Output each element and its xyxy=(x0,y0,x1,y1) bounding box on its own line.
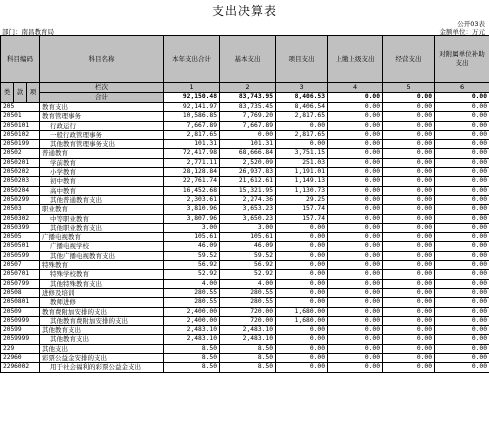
unit-label: 金额单位：万元 xyxy=(439,28,485,36)
table-row xyxy=(1,186,489,195)
row-name: 小学教育 xyxy=(40,168,164,177)
row-name: 其他支出 xyxy=(40,344,164,353)
table-row xyxy=(1,307,489,316)
row-value: 0.00 xyxy=(435,223,489,232)
row-code: 2050299 xyxy=(1,195,40,204)
row-value: 0.00 xyxy=(383,270,435,279)
row-value: 15,321.95 xyxy=(220,186,276,195)
row-code: 20503 xyxy=(1,205,40,214)
row-value: 3,751.15 xyxy=(276,149,328,158)
header-kuan: 款 xyxy=(14,83,27,103)
row-value: 0.00 xyxy=(383,223,435,232)
row-code: 205 xyxy=(1,103,40,112)
row-value: 0.00 xyxy=(435,298,489,307)
row-value: 16,452.68 xyxy=(164,186,220,195)
row-value: 0.00 xyxy=(435,316,489,325)
table-row xyxy=(1,103,489,112)
row-code: 2050302 xyxy=(1,214,40,223)
row-name: 进修及培训 xyxy=(40,288,164,297)
table-row xyxy=(1,130,489,139)
row-value: 0.00 xyxy=(328,186,383,195)
col-number-4: 4 xyxy=(328,83,383,93)
row-value: 0.00 xyxy=(383,103,435,112)
header-name: 科目名称 xyxy=(40,36,164,83)
row-code: 229 xyxy=(1,344,40,353)
row-value: 0.00 xyxy=(435,149,489,158)
row-name: 其他广播电视教育支出 xyxy=(40,251,164,260)
row-value: 0.00 xyxy=(328,112,383,121)
row-value: 0.00 xyxy=(435,103,489,112)
header-operating: 经营支出 xyxy=(383,36,435,83)
row-name: 行政运行 xyxy=(40,121,164,130)
row-value: 0.00 xyxy=(276,242,328,251)
table-row xyxy=(1,261,489,270)
row-value: 1,680.00 xyxy=(276,307,328,316)
table-body xyxy=(1,103,489,373)
row-value: 0.00 xyxy=(435,242,489,251)
row-value: 0.00 xyxy=(383,298,435,307)
row-value: 8.50 xyxy=(164,363,220,372)
row-value: 22,761.74 xyxy=(164,177,220,186)
table-row xyxy=(1,168,489,177)
row-name: 教育管理事务 xyxy=(40,112,164,121)
row-value: 46.09 xyxy=(164,242,220,251)
row-value: 0.00 xyxy=(383,288,435,297)
row-value: 72,417.98 xyxy=(164,149,220,158)
row-value: 0.00 xyxy=(383,168,435,177)
row-value: 2,771.11 xyxy=(164,158,220,167)
row-code: 2050204 xyxy=(1,186,40,195)
row-value: 0.00 xyxy=(276,279,328,288)
row-value: 0.00 xyxy=(328,363,383,372)
row-value: 0.00 xyxy=(383,307,435,316)
header-total: 本年支出合计 xyxy=(164,36,220,83)
table-row xyxy=(1,344,489,353)
row-value: 2,817.65 xyxy=(276,112,328,121)
row-value: 0.00 xyxy=(328,168,383,177)
row-value: 2,483.10 xyxy=(164,326,220,335)
row-code: 2050101 xyxy=(1,121,40,130)
row-name: 其他普通教育支出 xyxy=(40,195,164,204)
total-cell: 92,150.48 xyxy=(164,93,220,103)
row-name: 用于社会福利的彩票公益金支出 xyxy=(40,363,164,372)
table-row xyxy=(1,363,489,372)
table-row xyxy=(1,279,489,288)
row-value: 0.00 xyxy=(276,326,328,335)
row-value: 0.00 xyxy=(435,168,489,177)
table-row xyxy=(1,195,489,204)
row-value: 0.00 xyxy=(383,130,435,139)
row-value: 56.92 xyxy=(164,261,220,270)
table-row xyxy=(1,233,489,242)
row-name: 彩票公益金安排的支出 xyxy=(40,354,164,363)
row-value: 2,817.65 xyxy=(276,130,328,139)
row-value: 0.00 xyxy=(383,112,435,121)
row-value: 0.00 xyxy=(328,242,383,251)
table-row xyxy=(1,288,489,297)
row-value: 8.50 xyxy=(164,354,220,363)
row-code: 2050201 xyxy=(1,158,40,167)
row-value: 0.00 xyxy=(435,344,489,353)
row-value: 2,483.10 xyxy=(220,335,276,344)
row-value: 0.00 xyxy=(383,344,435,353)
row-value: 52.92 xyxy=(164,270,220,279)
row-value: 10,586.85 xyxy=(164,112,220,121)
row-value: 83,735.45 xyxy=(220,103,276,112)
row-name: 其他教育支出 xyxy=(40,335,164,344)
row-value: 0.00 xyxy=(328,316,383,325)
row-value: 0.00 xyxy=(328,177,383,186)
row-value: 0.00 xyxy=(276,270,328,279)
row-value: 0.00 xyxy=(328,307,383,316)
row-value: 0.00 xyxy=(435,186,489,195)
row-value: 157.74 xyxy=(276,214,328,223)
row-name: 教育费附加安排的支出 xyxy=(40,307,164,316)
row-value: 105.61 xyxy=(164,233,220,242)
row-value: 3,653.23 xyxy=(220,205,276,214)
row-value: 0.00 xyxy=(276,261,328,270)
row-code: 2296002 xyxy=(1,363,40,372)
row-value: 0.00 xyxy=(276,251,328,260)
row-value: 59.52 xyxy=(220,251,276,260)
row-value: 59.52 xyxy=(164,251,220,260)
row-value: 8,406.54 xyxy=(276,103,328,112)
row-value: 0.00 xyxy=(328,158,383,167)
row-code: 2050801 xyxy=(1,298,40,307)
row-value: 0.00 xyxy=(328,205,383,214)
row-value: 0.00 xyxy=(276,140,328,149)
row-value: 2,817.65 xyxy=(164,130,220,139)
header-upper: 上缴上级支出 xyxy=(328,36,383,83)
row-value: 101.31 xyxy=(164,140,220,149)
table-row xyxy=(1,316,489,325)
row-value: 0.00 xyxy=(383,121,435,130)
row-value: 0.00 xyxy=(435,326,489,335)
row-code: 2050202 xyxy=(1,168,40,177)
row-value: 2,483.10 xyxy=(164,335,220,344)
row-value: 68,666.84 xyxy=(220,149,276,158)
row-code: 20505 xyxy=(1,233,40,242)
row-value: 1,149.13 xyxy=(276,177,328,186)
row-value: 0.00 xyxy=(435,205,489,214)
row-value: 0.00 xyxy=(328,270,383,279)
row-name: 其他教育管理事务支出 xyxy=(40,140,164,149)
row-value: 0.00 xyxy=(383,335,435,344)
row-value: 0.00 xyxy=(435,177,489,186)
row-value: 0.00 xyxy=(435,261,489,270)
row-code: 2050199 xyxy=(1,140,40,149)
row-value: 7,769.20 xyxy=(220,112,276,121)
row-value: 0.00 xyxy=(383,242,435,251)
header-subsidiary: 对附属单位补助支出 xyxy=(435,36,489,83)
row-value: 0.00 xyxy=(435,363,489,372)
col-number-3: 3 xyxy=(276,83,328,93)
row-name: 一般行政管理事务 xyxy=(40,130,164,139)
row-value: 280.55 xyxy=(220,288,276,297)
row-value: 0.00 xyxy=(276,354,328,363)
row-value: 0.00 xyxy=(328,251,383,260)
row-value: 0.00 xyxy=(328,354,383,363)
row-value: 0.00 xyxy=(383,140,435,149)
row-value: 0.00 xyxy=(435,112,489,121)
row-value: 157.74 xyxy=(276,205,328,214)
header-heji: 合计 xyxy=(40,93,164,103)
row-value: 0.00 xyxy=(276,223,328,232)
table-row xyxy=(1,121,489,130)
row-code: 20599 xyxy=(1,326,40,335)
row-value: 0.00 xyxy=(328,121,383,130)
table-row xyxy=(1,251,489,260)
row-name: 教师进修 xyxy=(40,298,164,307)
row-value: 2,303.61 xyxy=(164,195,220,204)
row-value: 0.00 xyxy=(383,354,435,363)
row-value: 0.00 xyxy=(383,195,435,204)
row-code: 2050399 xyxy=(1,223,40,232)
row-value: 0.00 xyxy=(435,195,489,204)
table-row xyxy=(1,242,489,251)
row-value: 0.00 xyxy=(328,335,383,344)
row-value: 0.00 xyxy=(435,279,489,288)
row-value: 3,807.96 xyxy=(164,214,220,223)
header-lanci: 栏次 xyxy=(40,83,164,93)
table-row xyxy=(1,112,489,121)
table-row xyxy=(1,326,489,335)
row-value: 0.00 xyxy=(328,223,383,232)
row-code: 2050102 xyxy=(1,130,40,139)
table-row xyxy=(1,214,489,223)
row-code: 20507 xyxy=(1,261,40,270)
row-name: 广播电视教育 xyxy=(40,233,164,242)
table-row xyxy=(1,335,489,344)
col-number-1: 1 xyxy=(164,83,220,93)
row-value: 0.00 xyxy=(220,130,276,139)
row-value: 28,128.84 xyxy=(164,168,220,177)
total-cell: 0.00 xyxy=(435,93,489,103)
row-value: 2,483.10 xyxy=(220,326,276,335)
row-value: 2,400.00 xyxy=(164,307,220,316)
row-value: 0.00 xyxy=(435,130,489,139)
row-value: 1,680.00 xyxy=(276,316,328,325)
row-value: 0.00 xyxy=(435,140,489,149)
department-label: 部门：南昌教育局 xyxy=(2,28,54,36)
row-value: 0.00 xyxy=(328,214,383,223)
row-value: 0.00 xyxy=(435,335,489,344)
table-row xyxy=(1,158,489,167)
row-value: 0.00 xyxy=(435,288,489,297)
row-value: 105.61 xyxy=(220,233,276,242)
row-value: 0.00 xyxy=(435,158,489,167)
header-basic: 基本支出 xyxy=(220,36,276,83)
table-row xyxy=(1,177,489,186)
row-value: 0.00 xyxy=(276,288,328,297)
row-code: 2050999 xyxy=(1,316,40,325)
row-value: 0.00 xyxy=(383,233,435,242)
row-value: 21,612.61 xyxy=(220,177,276,186)
row-value: 92,141.97 xyxy=(164,103,220,112)
row-code: 20501 xyxy=(1,112,40,121)
row-code: 2050701 xyxy=(1,270,40,279)
row-value: 251.03 xyxy=(276,158,328,167)
row-value: 8.50 xyxy=(164,344,220,353)
table-row xyxy=(1,149,489,158)
row-name: 初中教育 xyxy=(40,177,164,186)
row-name: 学前教育 xyxy=(40,158,164,167)
row-value: 0.00 xyxy=(383,214,435,223)
row-code: 2050203 xyxy=(1,177,40,186)
row-value: 0.00 xyxy=(383,205,435,214)
row-value: 0.00 xyxy=(383,149,435,158)
table-row xyxy=(1,270,489,279)
row-value: 2,400.00 xyxy=(164,316,220,325)
row-code: 20508 xyxy=(1,288,40,297)
row-value: 0.00 xyxy=(383,279,435,288)
row-value: 0.00 xyxy=(328,233,383,242)
row-value: 0.00 xyxy=(328,344,383,353)
row-value: 0.00 xyxy=(435,214,489,223)
row-value: 46.09 xyxy=(220,242,276,251)
row-value: 720.00 xyxy=(220,316,276,325)
total-cell: 8,406.53 xyxy=(276,93,328,103)
row-value: 8.50 xyxy=(220,354,276,363)
expenditure-table xyxy=(0,35,489,373)
table-row xyxy=(1,223,489,232)
row-code: 2059999 xyxy=(1,335,40,344)
row-value: 52.92 xyxy=(220,270,276,279)
row-value: 0.00 xyxy=(328,140,383,149)
row-value: 0.00 xyxy=(328,130,383,139)
table-row xyxy=(1,140,489,149)
row-value: 1,130.73 xyxy=(276,186,328,195)
row-value: 7,667.89 xyxy=(220,121,276,130)
row-value: 0.00 xyxy=(328,288,383,297)
row-value: 0.00 xyxy=(435,251,489,260)
row-value: 0.00 xyxy=(383,177,435,186)
row-value: 8.50 xyxy=(220,344,276,353)
row-code: 22960 xyxy=(1,354,40,363)
row-name: 高中教育 xyxy=(40,186,164,195)
row-value: 3.00 xyxy=(220,223,276,232)
row-value: 0.00 xyxy=(276,233,328,242)
row-value: 0.00 xyxy=(328,326,383,335)
row-value: 26,937.83 xyxy=(220,168,276,177)
row-value: 3,810.96 xyxy=(164,205,220,214)
row-name: 特殊教育 xyxy=(40,261,164,270)
row-value: 0.00 xyxy=(435,354,489,363)
total-cell: 0.00 xyxy=(328,93,383,103)
row-value: 720.00 xyxy=(220,307,276,316)
row-value: 0.00 xyxy=(276,363,328,372)
row-value: 0.00 xyxy=(435,270,489,279)
row-value: 280.55 xyxy=(220,298,276,307)
row-name: 教育支出 xyxy=(40,103,164,112)
header-lei: 类 xyxy=(1,83,14,103)
row-name: 职业教育 xyxy=(40,205,164,214)
row-value: 3,650.23 xyxy=(220,214,276,223)
row-name: 广播电视学校 xyxy=(40,242,164,251)
row-value: 2,520.09 xyxy=(220,158,276,167)
row-code: 20502 xyxy=(1,149,40,158)
report-title: 支出决算表 xyxy=(211,4,277,18)
form-id: 公开03表 xyxy=(457,20,485,28)
row-code: 2050501 xyxy=(1,242,40,251)
row-value: 101.31 xyxy=(220,140,276,149)
col-number-2: 2 xyxy=(220,83,276,93)
row-value: 0.00 xyxy=(383,316,435,325)
total-cell: 0.00 xyxy=(383,93,435,103)
row-value: 4.00 xyxy=(164,279,220,288)
row-value: 7,667.89 xyxy=(164,121,220,130)
row-code: 2050599 xyxy=(1,251,40,260)
row-name: 中等职业教育 xyxy=(40,214,164,223)
row-value: 0.00 xyxy=(383,251,435,260)
row-value: 280.55 xyxy=(164,298,220,307)
row-value: 0.00 xyxy=(383,261,435,270)
row-value: 0.00 xyxy=(276,121,328,130)
row-name: 其他教育支出 xyxy=(40,326,164,335)
row-value: 0.00 xyxy=(328,149,383,158)
header-xiang: 项 xyxy=(27,83,40,103)
row-name: 特殊学校教育 xyxy=(40,270,164,279)
row-value: 0.00 xyxy=(276,335,328,344)
header-code: 科目编码 xyxy=(1,36,40,83)
row-value: 29.25 xyxy=(276,195,328,204)
row-value: 280.55 xyxy=(164,288,220,297)
row-value: 0.00 xyxy=(328,103,383,112)
row-value: 8.50 xyxy=(220,363,276,372)
row-value: 3.00 xyxy=(164,223,220,232)
row-name: 其他特殊教育支出 xyxy=(40,279,164,288)
row-code: 2050799 xyxy=(1,279,40,288)
header-project: 项目支出 xyxy=(276,36,328,83)
row-value: 0.00 xyxy=(328,195,383,204)
row-code: 20509 xyxy=(1,307,40,316)
row-value: 0.00 xyxy=(383,326,435,335)
row-value: 2,274.36 xyxy=(220,195,276,204)
row-value: 4.00 xyxy=(220,279,276,288)
row-value: 1,191.01 xyxy=(276,168,328,177)
total-cell: 83,743.95 xyxy=(220,93,276,103)
col-number-6: 6 xyxy=(435,83,489,93)
row-name: 普通教育 xyxy=(40,149,164,158)
table-row xyxy=(1,354,489,363)
row-value: 0.00 xyxy=(328,261,383,270)
table-row xyxy=(1,205,489,214)
row-name: 其他职业教育支出 xyxy=(40,223,164,232)
row-value: 0.00 xyxy=(383,186,435,195)
col-number-5: 5 xyxy=(383,83,435,93)
row-value: 0.00 xyxy=(435,233,489,242)
row-name: 其他教育费附加安排的支出 xyxy=(40,316,164,325)
row-value: 0.00 xyxy=(435,121,489,130)
row-value: 0.00 xyxy=(383,158,435,167)
row-value: 0.00 xyxy=(276,344,328,353)
row-value: 0.00 xyxy=(383,363,435,372)
row-value: 0.00 xyxy=(328,298,383,307)
row-value: 0.00 xyxy=(276,298,328,307)
table-row xyxy=(1,298,489,307)
row-value: 56.92 xyxy=(220,261,276,270)
row-value: 0.00 xyxy=(435,307,489,316)
row-value: 0.00 xyxy=(328,279,383,288)
